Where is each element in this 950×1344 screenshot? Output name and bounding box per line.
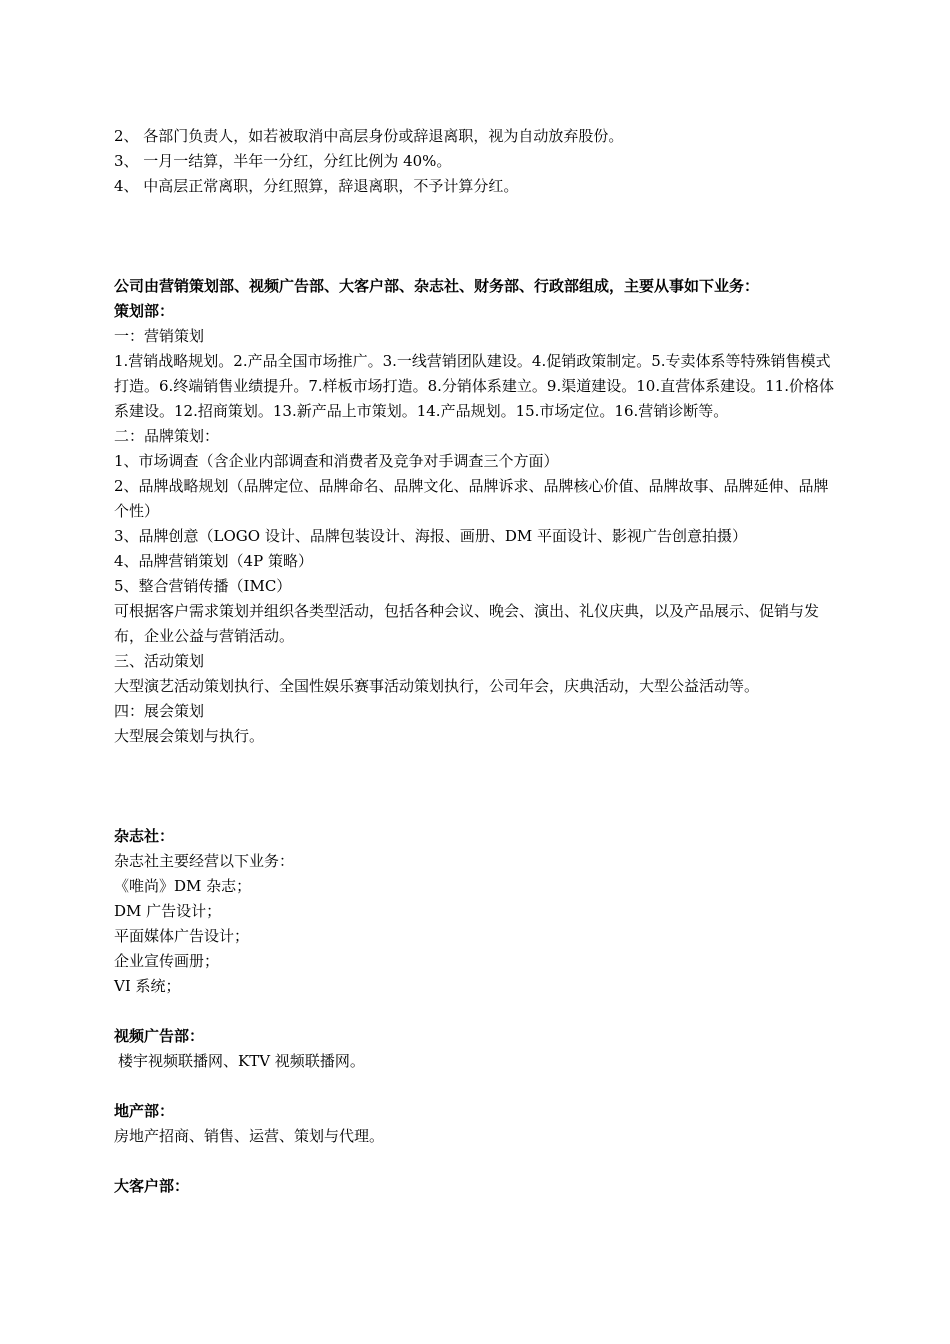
magazine-heading: 杂志社： <box>114 827 175 845</box>
magazine-item: 平面媒体广告设计； <box>114 927 250 945</box>
key-accounts-heading: 大客户部： <box>114 1177 190 1195</box>
magazine-item: VI 系统； <box>114 977 181 995</box>
planning-section2-item: 2、品牌战略规划（品牌定位、品牌命名、品牌文化、品牌诉求、品牌核心价值、品牌故事、品牌延伸、品牌个性） <box>114 477 829 520</box>
rule-item: 3、 一月一结算，半年一分红，分红比例为 40%。 <box>114 152 452 170</box>
document-page <box>114 124 834 1199</box>
planning-section2-body: 可根据客户需求策划并组织各类型活动，包括各种会议、晚会、演出、礼仪庆典，以及产品展示、促销与发布，企业公益与营销活动。 <box>114 602 820 645</box>
magazine-item: 《唯尚》DM 杂志； <box>114 877 252 895</box>
planning-section3-body: 大型演艺活动策划执行、全国性娱乐赛事活动策划执行，公司年会，庆典活动，大型公益活动等。 <box>114 677 760 695</box>
spacer <box>114 199 834 274</box>
spacer <box>114 999 834 1024</box>
rule-item: 4、 中高层正常离职，分红照算，辞退离职，不予计算分红。 <box>114 177 519 195</box>
planning-section4-title: 四：展会策划 <box>114 702 205 720</box>
video-ads-heading: 视频广告部： <box>114 1027 205 1045</box>
planning-heading: 策划部： <box>114 302 175 320</box>
magazine-intro: 杂志社主要经营以下业务： <box>114 852 295 870</box>
planning-section2-title: 二：品牌策划： <box>114 427 220 445</box>
planning-section2-item: 1、市场调查（含企业内部调查和消费者及竞争对手调查三个方面） <box>114 452 559 470</box>
planning-section1-body: 1.营销战略规划。2.产品全国市场推广。3.一线营销团队建设。4.促销政策制定。5.专卖体系等特殊销售模式打造。6.终端销售业绩提升。7.样板市场打造。8.分销体系建立。9.渠道建设。10.直营体系建设。11.价格体系建设。12.招商策划。13.新产品上市策划。14.产品规划。15.市场定位。16.营销诊断等。 <box>114 352 834 420</box>
planning-section1-title: 一：营销策划 <box>114 327 205 345</box>
real-estate-heading: 地产部： <box>114 1102 175 1120</box>
magazine-item: DM 广告设计； <box>114 902 222 920</box>
company-intro: 公司由营销策划部、视频广告部、大客户部、杂志社、财务部、行政部组成，主要从事如下业务： <box>114 277 760 295</box>
spacer <box>114 1074 834 1099</box>
spacer <box>114 1149 834 1174</box>
planning-section2-item: 3、品牌创意（LOGO 设计、品牌包装设计、海报、画册、DM 平面设计、影视广告创意拍摄） <box>114 527 748 545</box>
video-ads-body: 楼宇视频联播网、KTV 视频联播网。 <box>118 1052 365 1070</box>
rule-item: 2、 各部门负责人，如若被取消中高层身份或辞退离职，视为自动放弃股份。 <box>114 127 624 145</box>
planning-section2-item: 5、整合营销传播（IMC） <box>114 577 292 595</box>
planning-section2-item: 4、品牌营销策划（4P 策略） <box>114 552 313 570</box>
spacer <box>114 749 834 824</box>
magazine-item: 企业宣传画册； <box>114 952 220 970</box>
planning-section4-body: 大型展会策划与执行。 <box>114 727 265 745</box>
real-estate-body: 房地产招商、销售、运营、策划与代理。 <box>114 1127 385 1145</box>
planning-section3-title: 三、活动策划 <box>114 652 205 670</box>
